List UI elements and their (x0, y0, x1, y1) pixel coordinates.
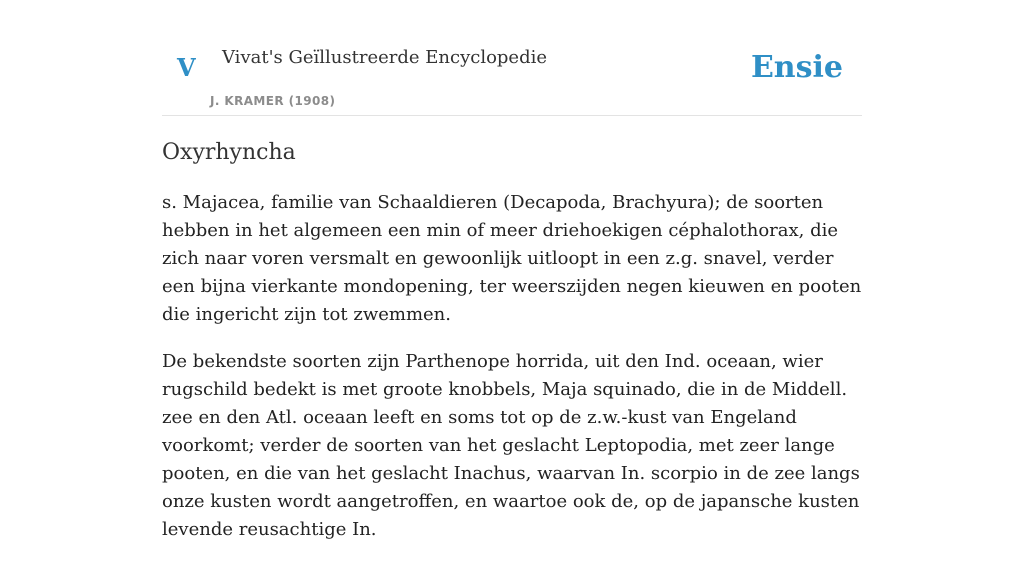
source-logo: V (177, 53, 196, 82)
source-author: J. KRAMER (1908) (210, 94, 336, 108)
article-title: Oxyrhyncha (162, 140, 296, 165)
source-header (162, 30, 862, 116)
source-title[interactable]: Vivat's Geïllustreerde Encyclopedie (222, 47, 548, 68)
article-paragraph: De bekendste soorten zijn Parthenope horrida, uit den Ind. oceaan, wier rugschild bedekt is met groote knobbels, Maja squinado, die in de Middell. zee en den Atl. oceaan leeft en soms tot op de z.w.-kust van Engeland voorkomt; verder de soorten van het geslacht Leptopodia, met zeer lange pooten, en die van het geslacht Inachus, waarvan In. scorpio in de zee langs onze kusten wordt aangetroffen, en waartoe ook de, op de japansche kusten levende reusachtige In. (162, 350, 860, 540)
article-paragraph: s. Majacea, familie van Schaaldieren (Decapoda, Brachyura); de soorten hebben in het algemeen een min of meer driehoekigen céphalothorax, die zich naar voren versmalt en gewoonlijk uitloopt in een z.g. snavel, verder een bijna vierkante mondopening, ter weerszijden negen kieuwen en pooten die ingericht zijn tot zwemmen. (162, 191, 862, 325)
article (162, 138, 862, 563)
brand-logo-link[interactable]: Ensie (750, 50, 843, 85)
